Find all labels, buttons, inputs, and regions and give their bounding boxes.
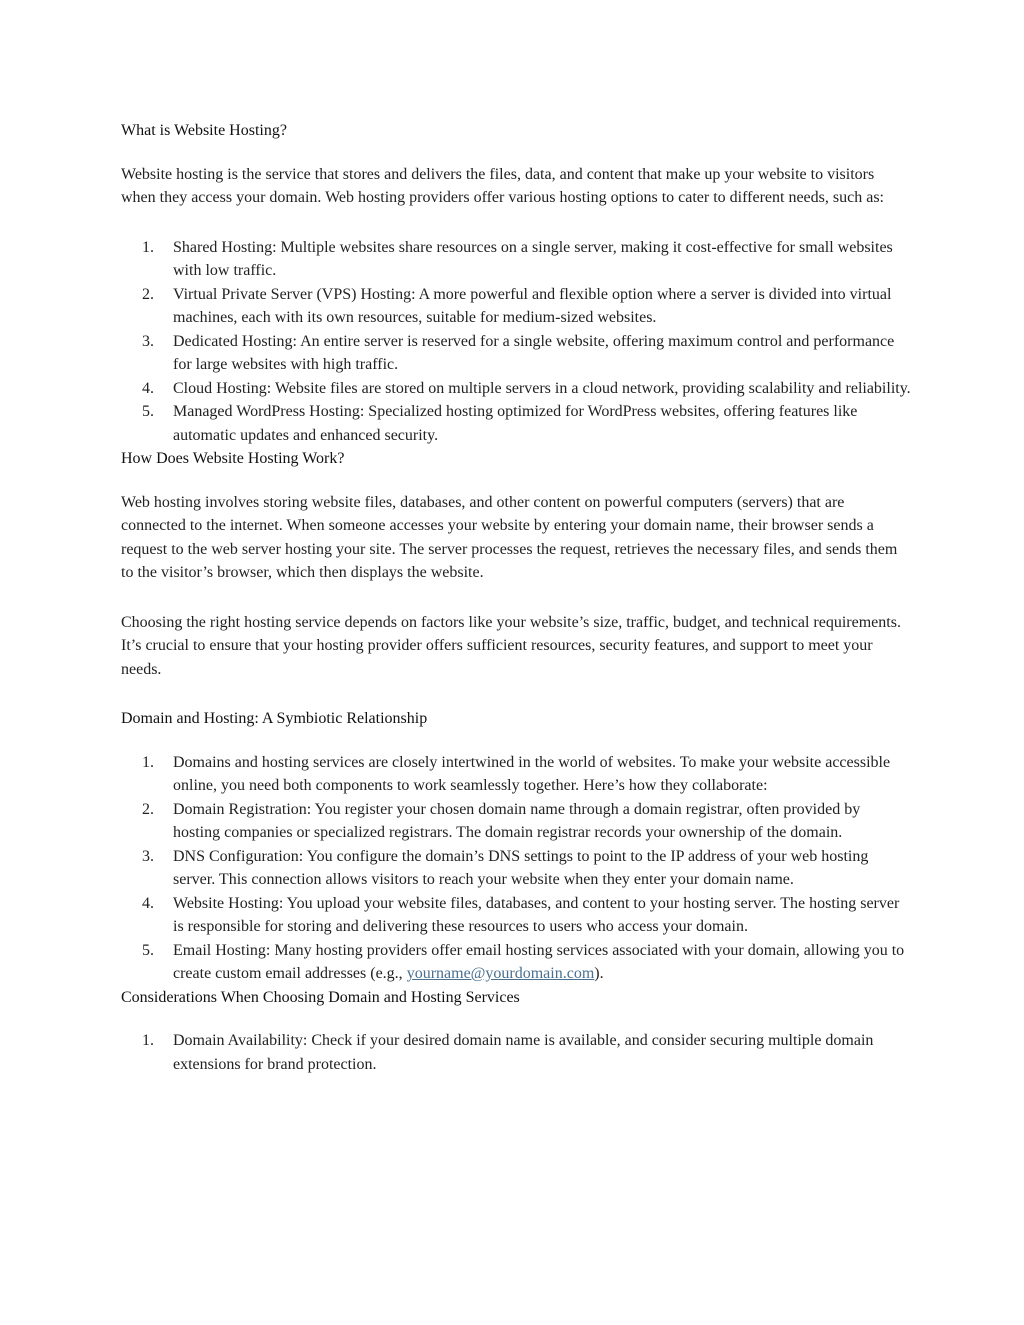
heading-what-is-hosting: What is Website Hosting? [121,122,287,139]
heading-how-hosting-works: How Does Website Hosting Work? [121,450,345,467]
list-item: 1. Domains and hosting services are closely intertwined in the world of websites. To make your website accessible online, you need both components to work seamlessly together. Here’s how they collaborate: [142,753,891,794]
list-item-text: Virtual Private Server (VPS) Hosting: A more powerful and flexible option where a server is divided into virtual machines, each with its own resources, suitable for medium-sized websites. [173,285,892,326]
list-item: 1. Shared Hosting: Multiple websites share resources on a single server, making it cost-effective for small websites with low traffic. [142,238,893,279]
list-item-text-end: ). [594,965,604,982]
list-item-text: Website Hosting: You upload your website files, databases, and content to your hosting server. The hosting server is responsible for storing and delivering these resources to users who access your domain. [173,894,900,935]
list-item: 3. Dedicated Hosting: An entire server is reserved for a single website, offering maximum control and performance for large websites with high traffic. [142,332,895,373]
list-item-text: Email Hosting: Many hosting providers offer email hosting services associated with your domain, allowing you to create custom email addresses (e.g., [173,941,905,982]
email-example-link[interactable]: yourname@yourdomain.com [406,965,595,982]
list-item: 1. Domain Availability: Check if your desired domain name is available, and consider securing multiple domain extensions for brand protection. [142,1032,874,1073]
document-page [121,119,911,1076]
list-considerations [121,1029,911,1076]
heading-domain-and-hosting: Domain and Hosting: A Symbiotic Relationship [121,710,428,727]
list-item-text: Domain Registration: You register your chosen domain name through a domain registrar, often provided by hosting companies or specialized registrars. The domain registrar records your ownership of the domain. [173,800,861,841]
list-item: 4. Cloud Hosting: Website files are stored on multiple servers in a cloud network, providing scalability and reliability. [142,379,911,397]
list-item-text: Domain Availability: Check if your desired domain name is available, and consider securing multiple domain extensions for brand protection. [173,1032,874,1073]
list-item: 3. DNS Configuration: You configure the domain’s DNS settings to point to the IP address of your web hosting server. This connection allows visitors to reach your website when they enter your domain name. [142,847,869,888]
list-hosting-types [121,236,911,448]
list-item: 2. Virtual Private Server (VPS) Hosting: A more powerful and flexible option where a server is divided into virtual machines, each with its own resources, suitable for medium-sized websites. [142,285,892,326]
list-item-text: Dedicated Hosting: An entire server is reserved for a single website, offering maximum control and performance for large websites with high traffic. [173,332,895,373]
list-item-text: Shared Hosting: Multiple websites share resources on a single server, making it cost-effective for small websites with low traffic. [173,238,893,279]
list-item: 5. Managed WordPress Hosting: Specialized hosting optimized for WordPress websites, offering features like automatic updates and enhanced security. [142,403,858,444]
list-domain-hosting [121,751,911,986]
paragraph-hosting-intro: Website hosting is the service that stores and delivers the files, data, and content that make up your website to visitors when they access your domain. Web hosting providers offer various hosting options to cater to different needs, such as: [121,165,884,206]
list-item-text: Domains and hosting services are closely intertwined in the world of websites. To make your website accessible online, you need both components to work seamlessly together. Here’s how they collaborate: [173,753,891,794]
heading-considerations: Considerations When Choosing Domain and Hosting Services [121,988,520,1006]
list-item-text: Cloud Hosting: Website files are stored on multiple servers in a cloud network, providing scalability and reliability. [173,379,911,397]
paragraph-hosting-works: Web hosting involves storing website files, databases, and other content on powerful computers (servers) that are connected to the internet. When someone accesses your website by entering your domain name, their browser sends a request to the web server hosting your site. The server processes the request, retrieves the necessary files, and sends them to the visitor’s browser, which then displays the website. [121,493,898,581]
paragraph-choosing-hosting: Choosing the right hosting service depends on factors like your website’s size, traffic, budget, and technical requirements. It’s crucial to ensure that your hosting provider offers sufficient resources, security features, and support to meet your needs. [121,613,901,678]
list-item-text: DNS Configuration: You configure the domain’s DNS settings to point to the IP address of your web hosting server. This connection allows visitors to reach your website when they enter your domain name. [173,847,869,888]
list-item: 4. Website Hosting: You upload your website files, databases, and content to your hosting server. The hosting server is responsible for storing and delivering these resources to users who access your domain. [142,894,900,935]
list-item: 5. Email Hosting: Many hosting providers offer email hosting services associated with your domain, allowing you to create custom email addresses (e.g., yourname@yourdomain.com). [142,941,905,982]
list-item: 2. Domain Registration: You register your chosen domain name through a domain registrar, often provided by hosting companies or specialized registrars. The domain registrar records your ownership of the domain. [142,800,861,841]
list-item-text: Managed WordPress Hosting: Specialized hosting optimized for WordPress websites, offering features like automatic updates and enhanced security. [173,403,858,444]
